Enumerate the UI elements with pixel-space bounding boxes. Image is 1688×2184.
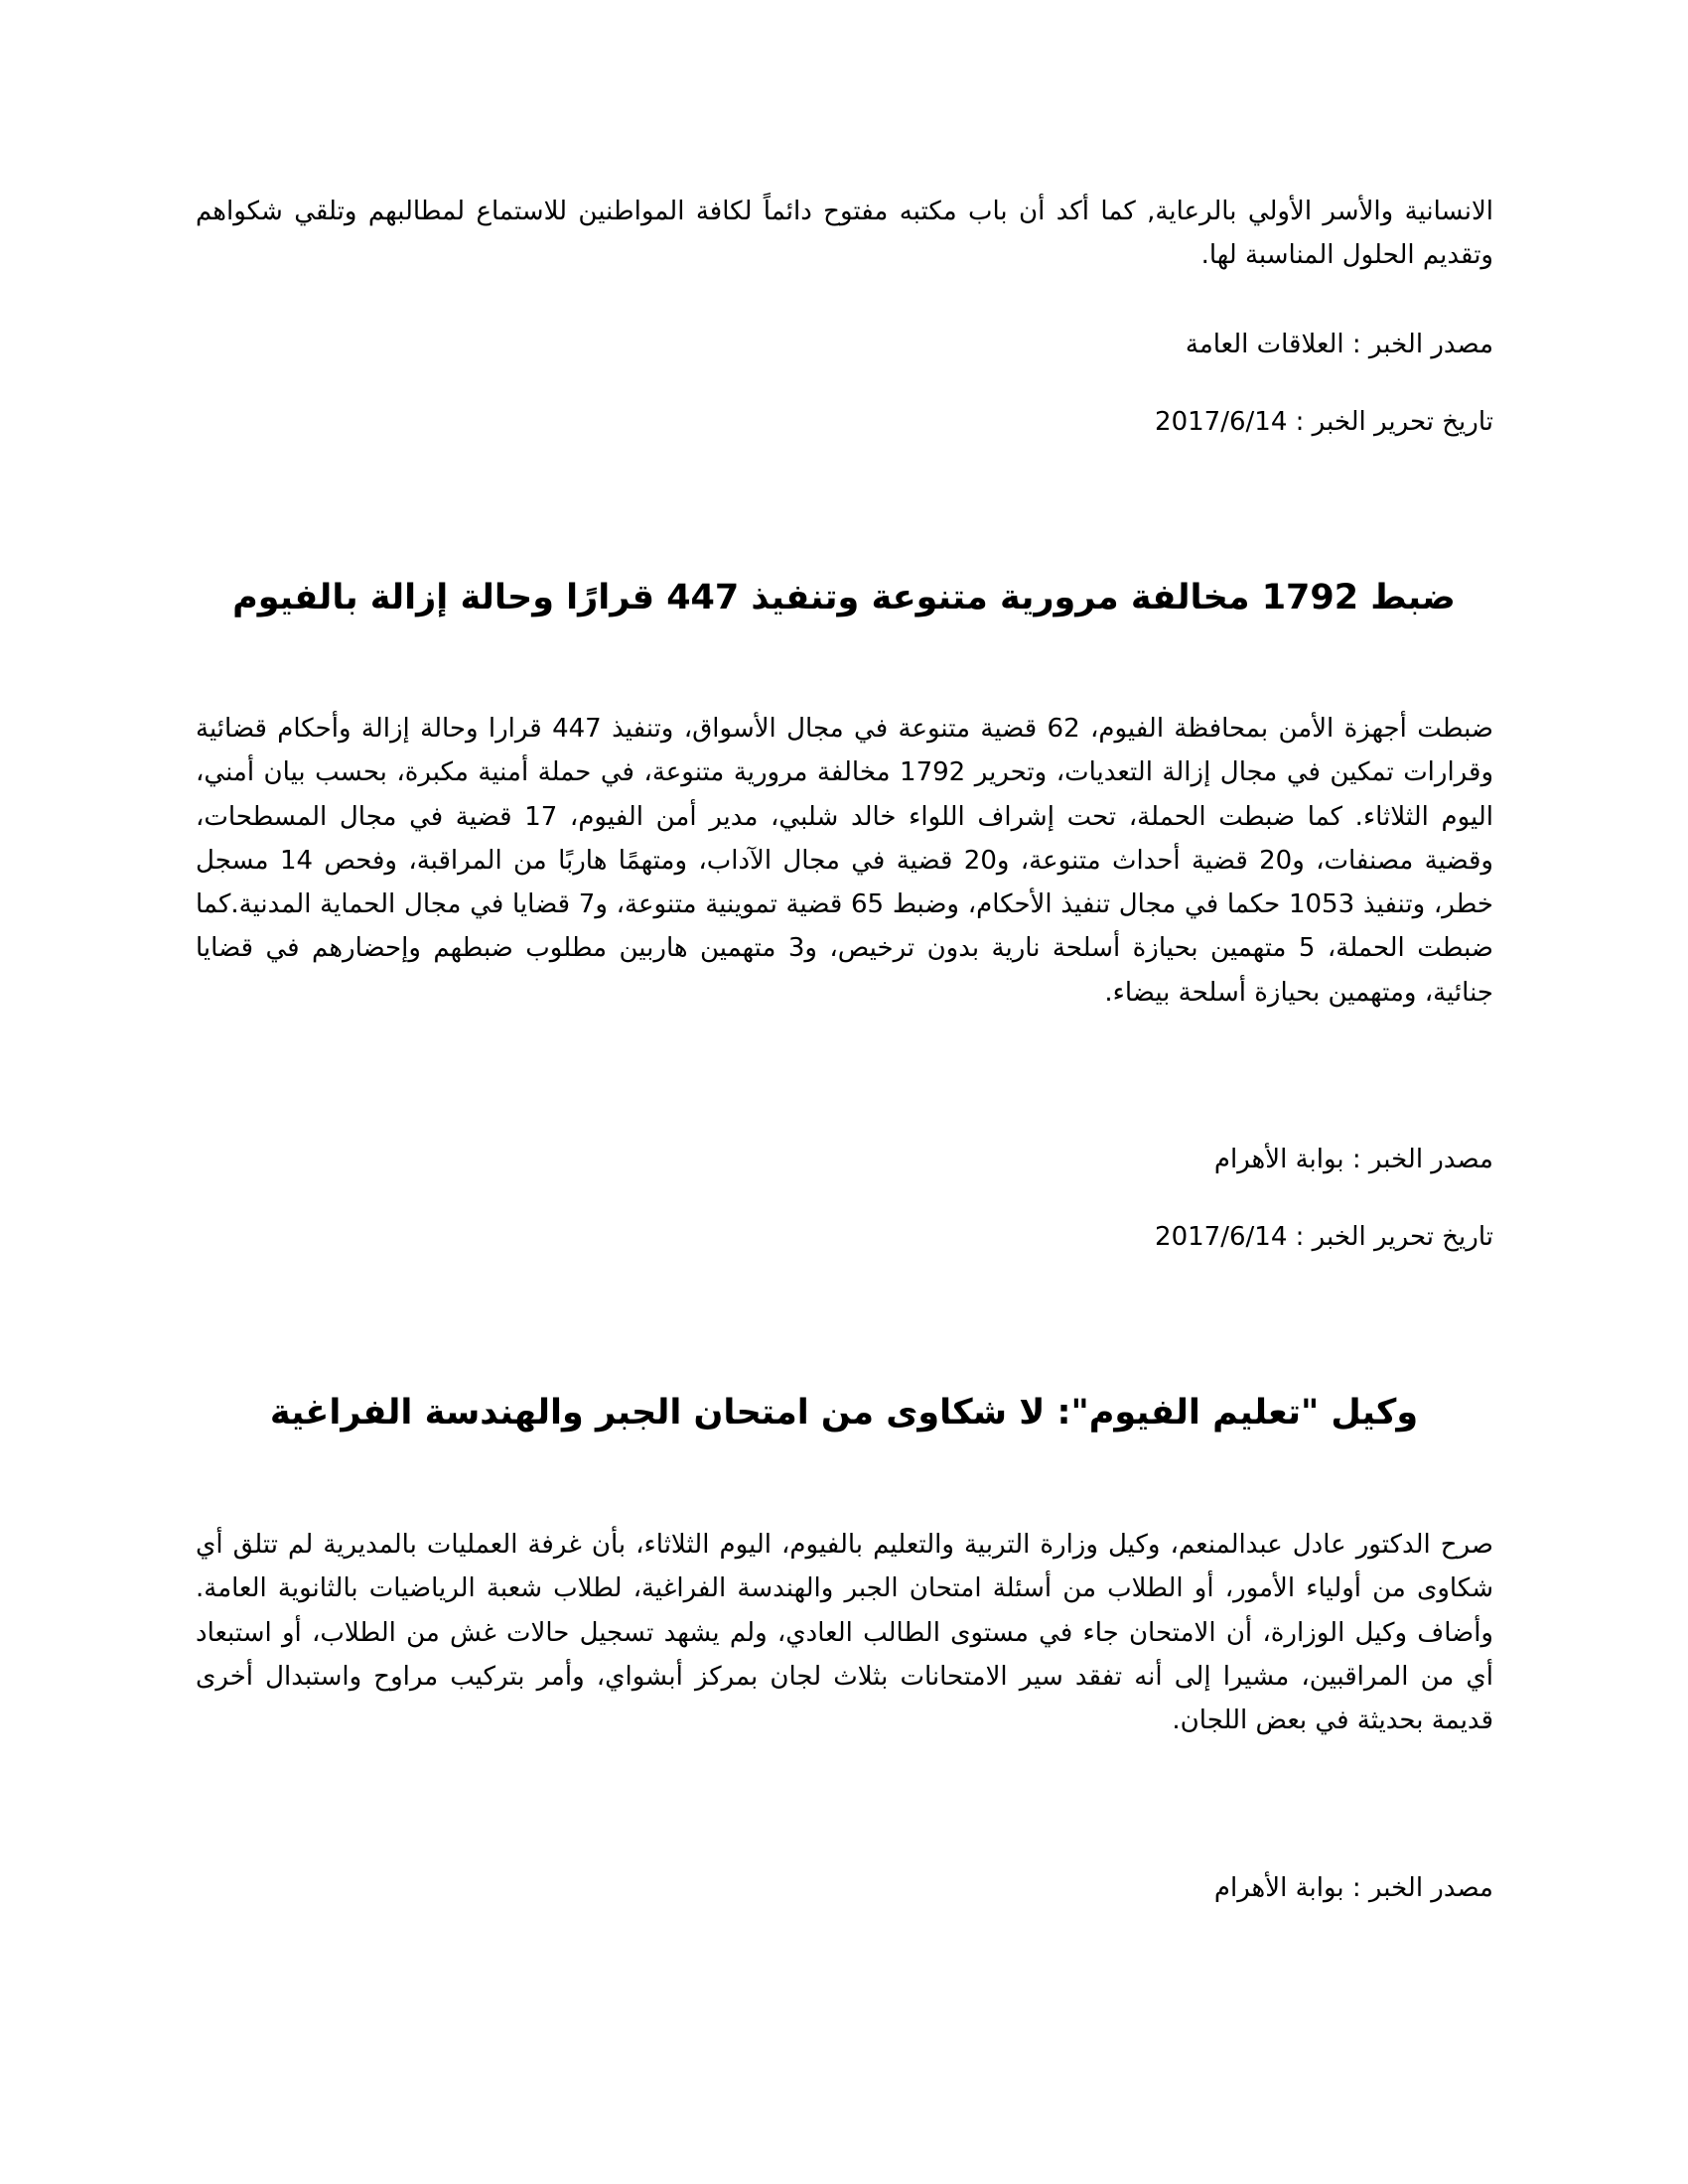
article-2-source-line: مصدر الخبر : بوابة الأهرام xyxy=(1213,1873,1493,1903)
intro-source-line: مصدر الخبر : العلاقات العامة xyxy=(1185,330,1493,359)
article-1-source-line: مصدر الخبر : بوابة الأهرام xyxy=(1213,1145,1493,1174)
article-1-date-line: تاريخ تحرير الخبر : 2017/6/14 xyxy=(1155,1222,1493,1252)
intro-paragraph: الانسانية والأسر الأولي بالرعاية, كما أكد أن باب مكتبه مفتوح دائماً لكافة المواطنين للاستماع لمطالبهم وتلقي شكواهم وتقديم الحلول المناسبة لها. xyxy=(196,197,1493,271)
article-1-body: ضبطت أجهزة الأمن بمحافظة الفيوم، 62 قضية متنوعة في مجال الأسواق، وتنفيذ 447 قرارا وحالة إزالة وأحكام قضائية وقرارات تمكين في مجال إزالة التعديات، وتحرير 1792 مخالفة مرورية متنوعة، في حملة أمنية مكبرة، بحسب بيان أمني، اليوم الثلاثاء. كما ضبطت الحملة، تحت إشراف اللواء خالد شلبي، مدير أمن الفيوم، 17 قضية في مجال المسطحات، وقضية مصنفات، و20 قضية أحداث متنوعة، و20 قضية في مجال الآداب، ومتهمًا هاربًا من المراقبة، وفحص 14 مسجل خطر، وتنفيذ 1053 حكما في مجال تنفيذ الأحكام، وضبط 65 قضية تموينية متنوعة، و7 قضايا في مجال الحماية المدنية.كما ضبطت الحملة، 5 متهمين بحيازة أسلحة نارية بدون ترخيص، و3 متهمين هاربين مطلوب ضبطهم وإحضارهم في قضايا جنائية، ومتهمين بحيازة أسلحة بيضاء. xyxy=(196,714,1494,1008)
article-2-headline: وكيل "تعليم الفيوم": لا شكاوى من امتحان الجبر والهندسة الفراغية xyxy=(269,1393,1419,1433)
article-2-body: صرح الدكتور عادل عبدالمنعم، وكيل وزارة التربية والتعليم بالفيوم، اليوم الثلاثاء، بأن غرفة العمليات بالمديرية لم تتلق أي شكاوى من أولياء الأمور، أو الطلاب من أسئلة امتحان الجبر والهندسة الفراغية، لطلاب شعبة الرياضيات بالثانوية العامة. وأضاف وكيل الوزارة، أن الامتحان جاء في مستوى الطالب العادي، ولم يشهد تسجيل حالات غش من الطلاب، أو استبعاد أي من المراقبين، مشيرا إلى أنه تفقد سير الامتحانات بثلاث لجان بمركز أبشواي، وأمر بتركيب مراوح واستبدال أخرى قديمة بحديثة في بعض اللجان. xyxy=(196,1530,1493,1736)
intro-date-line: تاريخ تحرير الخبر : 2017/6/14 xyxy=(1155,407,1493,437)
article-1-headline: ضبط 1792 مخالفة مرورية متنوعة وتنفيذ 447 قرارًا وحالة إزالة بالفيوم xyxy=(232,578,1456,617)
